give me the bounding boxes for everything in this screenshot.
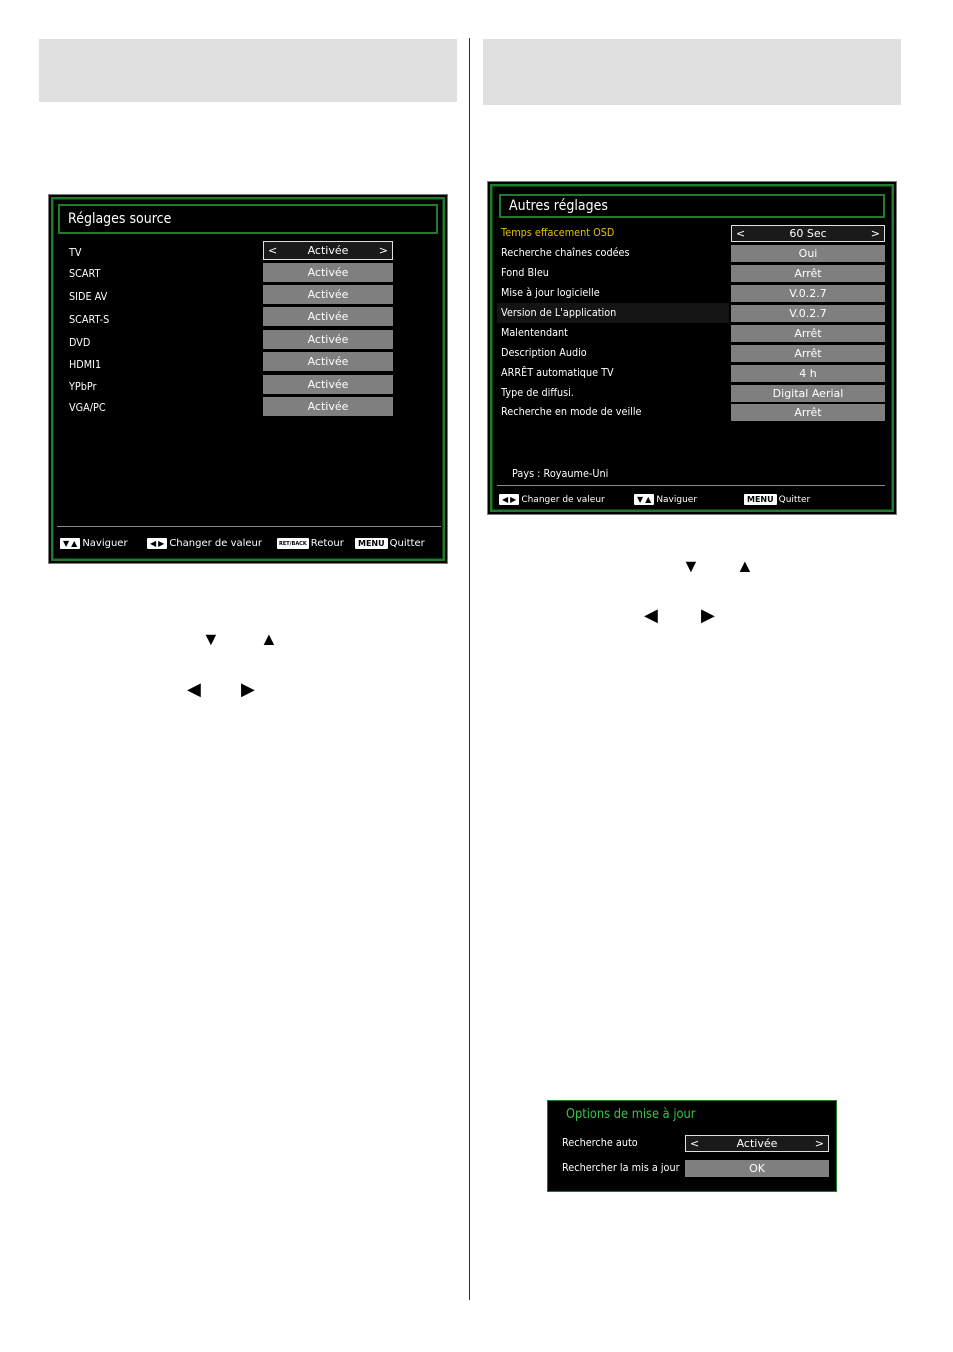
check-update-ok-button[interactable] <box>685 1160 829 1177</box>
row-label-ypbpr: YPbPr <box>69 380 97 393</box>
value-text: OK <box>749 1162 765 1175</box>
left-arrow-icon: ◀ <box>187 679 201 699</box>
ret-back-key-icon: RET/BACK <box>277 538 309 549</box>
row-label-hdmi1: HDMI1 <box>69 358 102 371</box>
value-audio-description[interactable] <box>731 345 885 362</box>
row-label-scrambled-search: Recherche chaînes codées <box>501 246 630 259</box>
hint-quit <box>744 494 810 505</box>
source-settings-menu <box>48 194 448 564</box>
row-label-auto-tv-off: ARRÊT automatique TV <box>501 366 614 379</box>
right-arrow-icon: ▶ <box>701 605 715 625</box>
menu-title <box>499 194 885 218</box>
left-arrow-icon: ◀ <box>644 605 658 625</box>
up-arrow-icon: ▲ <box>260 629 278 649</box>
up-arrow-icon: ▲ <box>736 556 754 576</box>
left-right-keys-icon: ◀ ▶ <box>499 494 519 505</box>
hint-change-value <box>147 538 262 549</box>
value-scart[interactable] <box>263 263 393 282</box>
down-arrow-icon: ▼ <box>202 629 220 649</box>
value-text: 60 Sec <box>789 227 827 240</box>
row-label-audio-description: Description Audio <box>501 346 587 359</box>
value-text: Activée <box>307 333 349 346</box>
chevron-left-icon: < <box>268 243 278 257</box>
value-side-av[interactable] <box>263 285 393 304</box>
up-down-keys-icon: ▼ ▲ <box>60 538 80 549</box>
hint-navigate <box>634 494 697 505</box>
down-arrow-icon: ▼ <box>682 556 700 576</box>
right-arrow-icon: ▶ <box>241 679 255 699</box>
row-label-hard-of-hearing: Malentendant <box>501 326 568 339</box>
value-auto-tv-off[interactable] <box>731 365 885 382</box>
row-label-software-upgrade: Mise à jour logicielle <box>501 286 600 299</box>
value-text: 4 h <box>799 367 817 380</box>
left-header-bar <box>39 39 457 102</box>
value-text: Activée <box>307 310 349 323</box>
value-standby-search[interactable] <box>731 404 885 421</box>
value-dvd[interactable] <box>263 330 393 349</box>
value-scart-s[interactable] <box>263 307 393 326</box>
value-text: Activée <box>307 288 349 301</box>
other-settings-menu <box>487 181 897 515</box>
value-text: Arrêt <box>794 267 822 280</box>
left-right-keys-icon: ◀ ▶ <box>147 538 167 549</box>
chevron-right-icon: > <box>870 226 880 240</box>
chevron-right-icon: > <box>814 1136 824 1150</box>
row-label-side-av: SIDE AV <box>69 290 108 303</box>
value-text: Oui <box>798 247 818 260</box>
chevron-left-icon: < <box>736 226 746 240</box>
hint-navigate-label: Naviguer <box>656 494 698 505</box>
value-vga-pc[interactable] <box>263 397 393 416</box>
row-label-broadcast-type: Type de diffusi. <box>501 386 574 399</box>
value-text: V.0.2.7 <box>789 307 827 320</box>
menu-key-icon: MENU <box>355 538 388 549</box>
hint-navigate-label: Naviguer <box>82 538 128 549</box>
hint-change-value-label: Changer de valeur <box>169 538 262 549</box>
value-scrambled-search[interactable] <box>731 245 885 262</box>
menu-key-icon: MENU <box>744 494 777 505</box>
row-label-standby-search: Recherche en mode de veille <box>501 405 642 418</box>
value-text: Digital Aerial <box>772 387 844 400</box>
value-text: Activée <box>736 1137 778 1150</box>
row-label-osd-timeout: Temps effacement OSD <box>501 226 615 239</box>
value-hard-of-hearing[interactable] <box>731 325 885 342</box>
row-label-check-update: Rechercher la mis a jour <box>562 1161 680 1174</box>
hint-back-label: Retour <box>310 538 344 549</box>
hint-separator <box>57 526 441 527</box>
value-blue-background[interactable] <box>731 265 885 282</box>
value-text: Activée <box>307 355 349 368</box>
hint-quit-label: Quitter <box>389 538 425 549</box>
value-ypbpr[interactable] <box>263 375 393 394</box>
hint-change-value-label: Changer de valeur <box>521 494 605 505</box>
value-text: Arrêt <box>794 406 822 419</box>
value-text: Activée <box>307 266 349 279</box>
row-label-blue-background: Fond Bleu <box>501 266 549 279</box>
value-text: Activée <box>307 378 349 391</box>
menu-title <box>58 204 438 234</box>
chevron-left-icon: < <box>690 1136 700 1150</box>
update-options-title: Options de mise à jour <box>566 1107 696 1122</box>
row-label-scart-s: SCART-S <box>69 313 110 326</box>
value-auto-search[interactable] <box>685 1135 829 1152</box>
value-text: Arrêt <box>794 347 822 360</box>
value-osd-timeout[interactable] <box>731 225 885 242</box>
value-broadcast-type[interactable] <box>731 385 885 402</box>
up-down-keys-icon: ▼ ▲ <box>634 494 654 505</box>
row-label-scart: SCART <box>69 267 101 280</box>
value-software-upgrade[interactable] <box>731 285 885 302</box>
other-settings-title: Autres réglages <box>509 198 608 214</box>
row-label-vga-pc: VGA/PC <box>69 401 106 414</box>
hint-quit-label: Quitter <box>778 494 811 505</box>
update-options-menu <box>547 1100 837 1192</box>
row-label-auto-search: Recherche auto <box>562 1136 638 1149</box>
value-text: Arrêt <box>794 327 822 340</box>
hint-back <box>277 538 344 549</box>
source-settings-title: Réglages source <box>68 211 172 227</box>
value-text: Activée <box>307 244 349 257</box>
row-label-tv: TV <box>69 246 82 259</box>
hint-navigate <box>60 538 128 549</box>
country-label: Pays : Royaume-Uni <box>512 467 609 480</box>
row-label-app-version: Version de L'application <box>501 306 617 319</box>
value-text: V.0.2.7 <box>789 287 827 300</box>
hint-quit <box>355 538 425 549</box>
chevron-right-icon: > <box>378 243 388 257</box>
value-hdmi1[interactable] <box>263 352 393 371</box>
value-tv[interactable] <box>263 241 393 260</box>
right-header-bar <box>483 39 901 105</box>
value-text: Activée <box>307 400 349 413</box>
value-app-version[interactable] <box>731 305 885 322</box>
row-label-dvd: DVD <box>69 336 91 349</box>
hint-separator <box>497 485 885 486</box>
column-divider <box>469 38 470 1300</box>
hint-change-value <box>499 494 605 505</box>
